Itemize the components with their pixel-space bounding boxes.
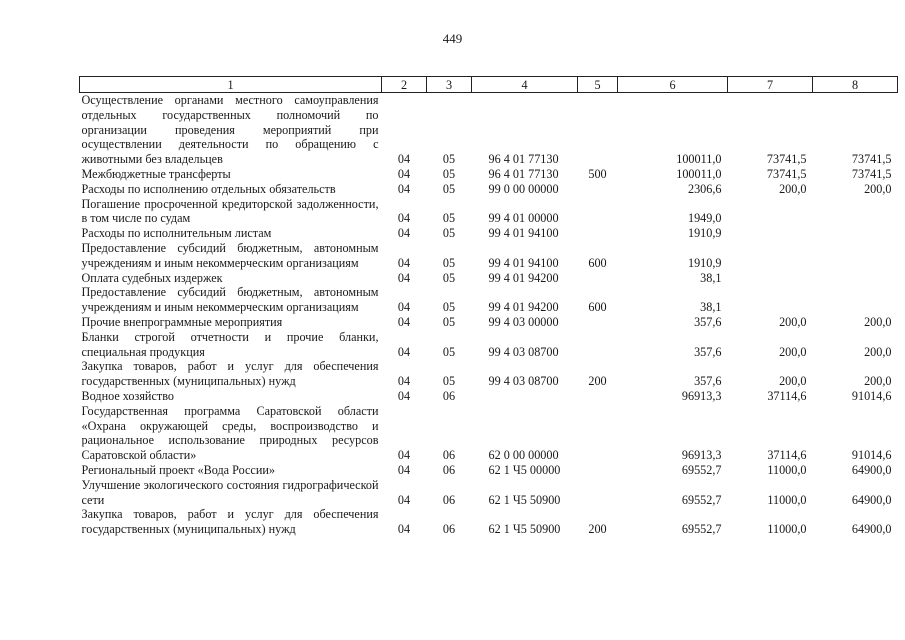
subsection-code: 05 (442, 166, 456, 181)
amount-year-1: 69552,7 (681, 522, 722, 537)
budget-table (79, 76, 898, 537)
expense-name: Оплата судебных издержек (81, 270, 223, 285)
section-code: 04 (397, 462, 411, 477)
subsection-code: 05 (442, 226, 456, 241)
amount-year-3: 200,0 (864, 344, 892, 359)
col-header-7: 7 (728, 77, 813, 93)
target-article-code: 99 4 03 08700 (488, 344, 559, 359)
target-article-code: 99 4 01 94100 (488, 226, 559, 241)
subsection-code: 05 (442, 255, 456, 270)
target-article-code: 62 1 Ч5 50900 (488, 522, 561, 537)
expense-name: Предоставление субсидий бюджетным, автономным учреждениям и иным некоммерческим организациям (81, 285, 379, 315)
expense-type-code: 500 (588, 166, 607, 181)
section-code: 04 (397, 314, 411, 329)
amount-year-3: 200,0 (864, 314, 892, 329)
amount-year-2: 73741,5 (766, 166, 807, 181)
section-code: 04 (397, 300, 411, 315)
expense-name: Погашение просроченной кредиторской задолженности, в том числе по судам (81, 196, 379, 226)
amount-year-1: 357,6 (694, 344, 722, 359)
subsection-code: 05 (442, 374, 456, 389)
amount-year-2: 11000,0 (767, 462, 807, 477)
amount-year-2 (728, 226, 813, 241)
target-article-code (472, 389, 578, 404)
section-code: 04 (397, 374, 411, 389)
table-row (80, 93, 898, 167)
table-row (80, 285, 898, 315)
target-article-code: 62 1 Ч5 00000 (488, 462, 561, 477)
section-code: 04 (397, 492, 411, 507)
target-article-code: 99 4 01 94200 (488, 300, 559, 315)
expense-name: Предоставление субсидий бюджетным, автономным учреждениям и иным некоммерческим организациям (81, 240, 379, 270)
subsection-code: 05 (442, 344, 456, 359)
expense-type-code: 200 (588, 374, 607, 389)
amount-year-3: 200,0 (864, 181, 892, 196)
amount-year-3 (813, 226, 898, 241)
expense-type-code: 600 (588, 255, 607, 270)
amount-year-2: 11000,0 (767, 492, 807, 507)
amount-year-3: 73741,5 (851, 166, 892, 181)
subsection-code: 05 (442, 181, 456, 196)
amount-year-1: 100011,0 (676, 166, 722, 181)
expense-name: Межбюджетные трансферты (81, 166, 231, 181)
expense-type-code (578, 404, 618, 463)
subsection-code: 05 (442, 270, 456, 285)
amount-year-2: 200,0 (779, 314, 807, 329)
target-article-code: 99 0 00 00000 (488, 181, 559, 196)
section-code: 04 (397, 226, 411, 241)
amount-year-1: 38,1 (700, 300, 722, 315)
amount-year-1: 1949,0 (687, 211, 722, 226)
expense-type-code: 600 (588, 300, 607, 315)
subsection-code: 06 (442, 448, 456, 463)
target-article-code: 99 4 01 00000 (488, 211, 559, 226)
table-row (80, 226, 898, 241)
expense-type-code: 200 (588, 522, 607, 537)
target-article-code: 62 1 Ч5 50900 (488, 492, 561, 507)
table-body (80, 93, 898, 537)
section-code: 04 (397, 388, 411, 403)
section-code: 04 (397, 522, 411, 537)
amount-year-2: 37114,6 (767, 448, 807, 463)
amount-year-2: 200,0 (779, 344, 807, 359)
amount-year-2 (728, 241, 813, 271)
subsection-code: 05 (442, 314, 456, 329)
col-header-6: 6 (618, 77, 728, 93)
section-code: 04 (397, 270, 411, 285)
amount-year-2: 11000,0 (767, 522, 807, 537)
expense-name: Региональный проект «Вода России» (81, 462, 275, 477)
target-article-code: 99 4 01 94200 (488, 270, 559, 285)
expense-type-code (578, 226, 618, 241)
section-code: 04 (397, 181, 411, 196)
target-article-code: 99 4 03 00000 (488, 314, 559, 329)
col-header-8: 8 (813, 77, 898, 93)
expense-name: Расходы по исполнению отдельных обязательств (81, 181, 336, 196)
amount-year-1: 96913,3 (681, 388, 722, 403)
amount-year-3: 91014,6 (851, 448, 892, 463)
expense-type-code (578, 271, 618, 286)
amount-year-3 (813, 285, 898, 315)
expense-name: Улучшение экологического состояния гидрографической сети (81, 477, 379, 507)
expense-name: Расходы по исполнительным листам (81, 226, 272, 241)
amount-year-3 (813, 271, 898, 286)
amount-year-2: 37114,6 (767, 388, 807, 403)
section-code: 04 (397, 448, 411, 463)
table-row (80, 182, 898, 197)
target-article-code: 96 4 01 77130 (488, 166, 559, 181)
amount-year-3 (813, 241, 898, 271)
amount-year-3: 91014,6 (851, 388, 892, 403)
amount-year-3: 73741,5 (851, 152, 892, 167)
amount-year-2 (728, 197, 813, 227)
section-code: 04 (397, 255, 411, 270)
table-row (80, 330, 898, 360)
amount-year-2 (728, 271, 813, 286)
amount-year-2: 200,0 (779, 374, 807, 389)
expense-name: Бланки строгой отчетности и прочие бланки, специальная продукция (81, 329, 379, 359)
amount-year-1: 38,1 (700, 270, 722, 285)
section-code: 04 (397, 166, 411, 181)
amount-year-3 (813, 197, 898, 227)
table-row (80, 167, 898, 182)
target-article-code: 62 0 00 00000 (488, 448, 559, 463)
expense-name: Закупка товаров, работ и услуг для обеспечения государственных (муниципальных) нужд (81, 507, 379, 537)
expense-type-code (578, 315, 618, 330)
expense-name: Закупка товаров, работ и услуг для обеспечения государственных (муниципальных) нужд (81, 359, 379, 389)
expense-type-code (578, 93, 618, 167)
expense-type-code (578, 389, 618, 404)
amount-year-3: 64900,0 (851, 462, 892, 477)
col-header-2: 2 (382, 77, 427, 93)
target-article-code: 99 4 01 94100 (488, 255, 559, 270)
table-row (80, 241, 898, 271)
expense-name: Осуществление органами местного самоуправления отдельных государственных полномочий по организации проведения мероприятий при осуществлении деятельности по обращению с животными без владельцев (81, 93, 379, 167)
expense-name: Водное хозяйство (81, 388, 174, 403)
table-row (80, 271, 898, 286)
section-code: 04 (397, 211, 411, 226)
col-header-5: 5 (578, 77, 618, 93)
table-row (80, 463, 898, 478)
subsection-code: 05 (442, 152, 456, 167)
subsection-code: 05 (442, 211, 456, 226)
table-row (80, 507, 898, 537)
amount-year-3: 64900,0 (851, 522, 892, 537)
amount-year-1: 100011,0 (676, 152, 722, 167)
subsection-code: 06 (442, 522, 456, 537)
expense-type-code (578, 463, 618, 478)
subsection-code: 06 (442, 492, 456, 507)
amount-year-1: 357,6 (694, 314, 722, 329)
col-header-4: 4 (472, 77, 578, 93)
amount-year-2: 73741,5 (766, 152, 807, 167)
amount-year-1: 357,6 (694, 374, 722, 389)
amount-year-2: 200,0 (779, 181, 807, 196)
amount-year-2 (728, 285, 813, 315)
amount-year-1: 69552,7 (681, 492, 722, 507)
expense-type-code (578, 182, 618, 197)
subsection-code: 06 (442, 388, 456, 403)
expense-type-code (578, 478, 618, 508)
table-row (80, 478, 898, 508)
amount-year-1: 96913,3 (681, 448, 722, 463)
amount-year-1: 69552,7 (681, 462, 722, 477)
expense-type-code (578, 330, 618, 360)
target-article-code: 99 4 03 08700 (488, 374, 559, 389)
section-code: 04 (397, 344, 411, 359)
expense-name: Государственная программа Саратовской области «Охрана окружающей среды, воспроизводство и рациональное использование природных ресурсов Саратовской области» (81, 403, 379, 463)
col-header-1: 1 (80, 77, 382, 93)
header-row (80, 77, 898, 93)
section-code: 04 (397, 152, 411, 167)
amount-year-1: 1910,9 (687, 255, 722, 270)
col-header-3: 3 (427, 77, 472, 93)
subsection-code: 06 (442, 462, 456, 477)
amount-year-3: 64900,0 (851, 492, 892, 507)
amount-year-3: 200,0 (864, 374, 892, 389)
amount-year-1: 1910,9 (687, 226, 722, 241)
expense-name: Прочие внепрограммные мероприятия (81, 314, 283, 329)
expense-type-code (578, 197, 618, 227)
target-article-code: 96 4 01 77130 (488, 152, 559, 167)
table-row (80, 197, 898, 227)
table-row (80, 359, 898, 389)
subsection-code: 05 (442, 300, 456, 315)
table-row (80, 389, 898, 404)
table-row (80, 315, 898, 330)
table-row (80, 404, 898, 463)
page-number: 449 (442, 31, 463, 46)
amount-year-1: 2306,6 (687, 181, 722, 196)
